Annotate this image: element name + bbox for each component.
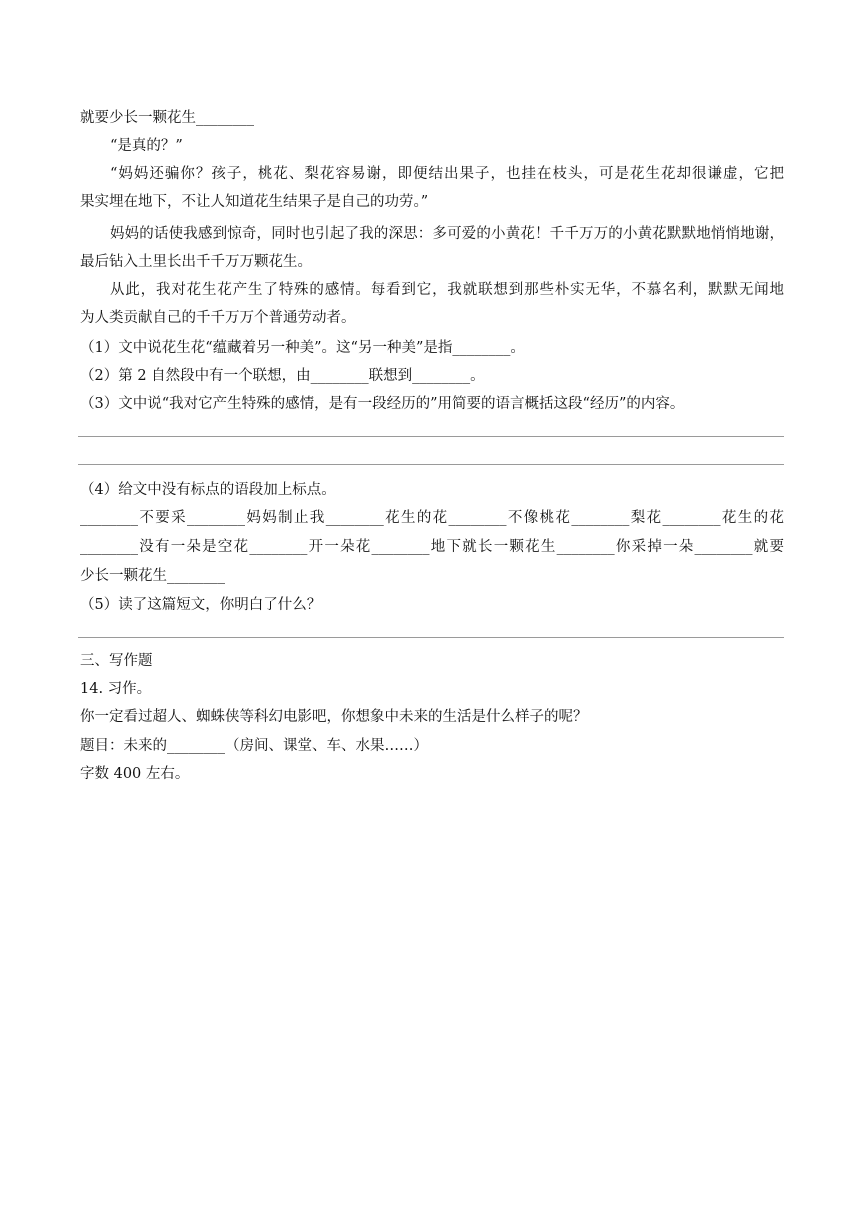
writing-prompt: 你一定看过超人、蜘蛛侠等科幻电影吧，你想象中未来的生活是什么样子的呢？ [80,709,588,725]
question-1: （1）文中说花生花“蕴藏着另一种美”。这“另一种美”是指________。 [80,340,525,356]
question-5: （5）读了这篇短文，你明白了什么？ [80,597,322,613]
passage-line: 最后钻入土里长出千千万万颗花生。 [80,254,312,270]
punctuation-line: 少长一颗花生________ [80,568,225,584]
answer-line[interactable] [78,464,784,465]
question-4: （4）给文中没有标点的语段加上标点。 [80,482,336,498]
question-3: （3）文中说“我对它产生特殊的感情，是有一段经历的”用简要的语言概括这段“经历”的内容。 [80,396,685,412]
passage-line: 妈妈的话使我感到惊奇，同时也引起了我的深思：多可爱的小黄花！千千万万的小黄花默默地悄悄地谢， [110,226,784,242]
writing-title: 题目：未来的________（房间、课堂、车、水果……） [80,738,428,754]
answer-line[interactable] [78,436,784,437]
passage-line: 从此，我对花生花产生了特殊的感情。每看到它，我就联想到那些朴实无华，不慕名利，默默无闻地 [110,282,784,298]
section-heading: 三、写作题 [80,653,153,669]
word-count: 字数 400 左右。 [80,766,190,782]
question-number: 14. 习作。 [80,681,152,697]
passage-line: 果实埋在地下，不让人知道花生结果子是自己的功劳。” [80,194,429,210]
passage-line: 为人类贡献自己的千千万万个普通劳动者。 [80,310,356,326]
punctuation-line: ________不要采________妈妈制止我________花生的花________不像桃花________梨花________花生的花 [80,510,784,526]
punctuation-line: ________没有一朵是空花________开一朵花________地下就长一颗花生________你采掉一朵________就要 [80,539,784,555]
answer-line[interactable] [78,637,784,638]
passage-line: “是真的？” [110,138,183,154]
passage-line: 就要少长一颗花生________ [80,110,254,126]
question-2: （2）第 2 自然段中有一个联想，由________联想到________。 [80,368,485,384]
passage-line: “妈妈还骗你？孩子，桃花、梨花容易谢，即便结出果子，也挂在枝头，可是花生花却很谦虚，它把 [110,166,784,182]
